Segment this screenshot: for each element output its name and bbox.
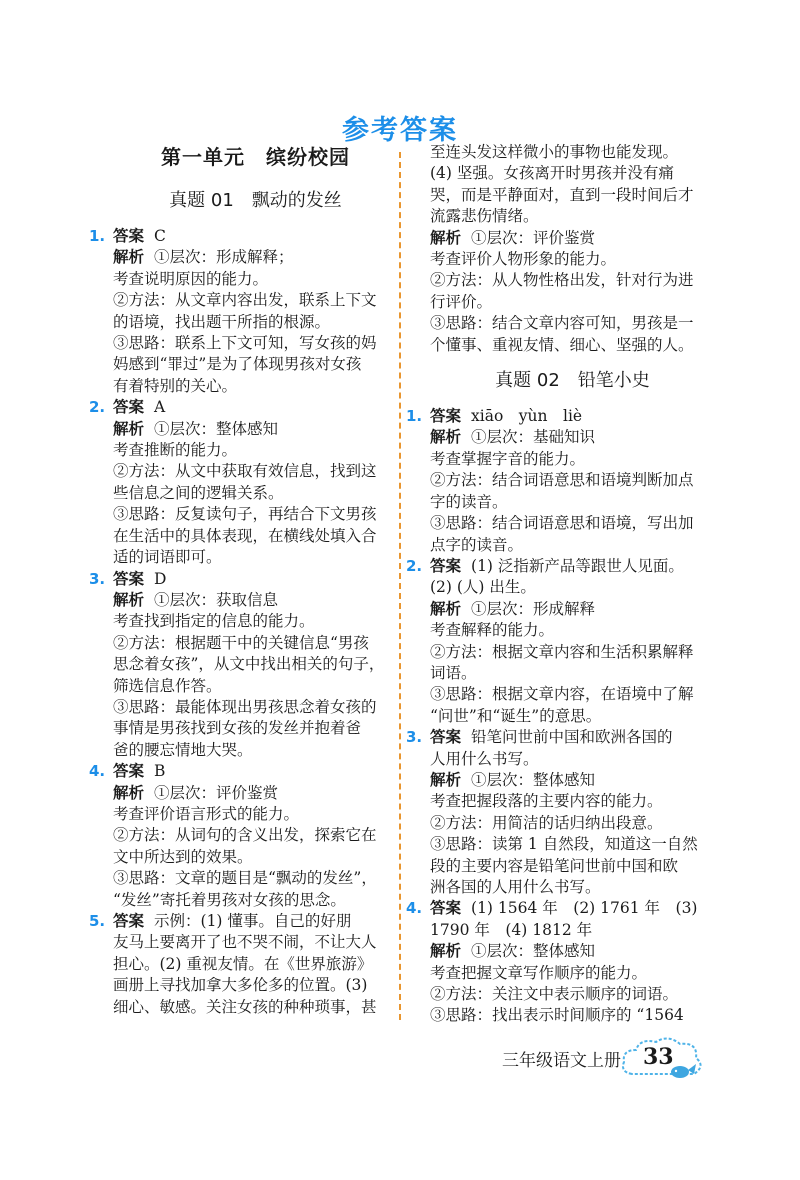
analysis-line: 考查把握段落的主要内容的能力。 [430,792,663,811]
answer-label: 答案 [430,556,462,575]
analysis-text: ①层次：评价鉴赏 [471,228,596,247]
analysis-line: 事情是男孩找到女孩的发丝并抱着爸 [113,719,362,738]
answer-text: B [154,762,166,781]
analysis-label: 解析 [113,783,145,802]
answer-text: 示例：(1) 懂事。自己的好朋 [154,912,352,930]
answer-label: 答案 [430,407,462,426]
analysis-line: 适的词语即可。 [113,548,222,567]
analysis-line: ③思路：找出表示时间顺序的 “1564 [430,1006,684,1025]
analysis-line: 考查掌握字音的能力。 [430,449,586,468]
analysis-line: 爸的腰忘情地大哭。 [113,740,253,759]
analysis-line: ③思路：结合词语意思和语境，写出加 [430,514,694,533]
analysis-line [430,228,715,249]
question-number: 1. [406,407,423,426]
right-column [406,142,715,1027]
analysis-line: 的语境，找出题干所指的根源。 [113,312,331,331]
analysis-line: ③思路：文章的题目是“飘动的发丝”， [113,869,377,888]
analysis-line: ②方法：根据文章内容和生活积累解释 [430,642,694,661]
answer-text: (1) 1564 年 (2) 1761 年 (3) [471,899,698,918]
answer-text: D [154,569,167,588]
analysis-line: 考查找到指定的信息的能力。 [113,612,315,631]
answer-item [406,727,715,898]
analysis-line [113,783,398,804]
answer-line [430,406,715,427]
answer-text: C [154,227,166,245]
analysis-label: 解析 [430,599,462,618]
answer-line [113,226,398,247]
page-title: 参考答案 [342,115,458,146]
analysis-text: ①层次：整体感知 [471,770,596,789]
analysis-line: 词语。 [430,663,477,682]
answer-label: 答案 [430,899,462,918]
analysis-line: ②方法：从人物性格出发，针对行为进 [430,271,694,290]
question-number: 2. [89,398,106,417]
analysis-line: 细心、敏感。关注女孩的种种琐事，甚 [113,997,377,1016]
answer-text: (1) 泛指新产品等跟世人见面。 [471,556,684,575]
analysis-line: 友马上要离开了也不哭不闹，不让大人 [113,933,377,952]
analysis-line: 在生活中的具体表现，在横线处填入合 [113,526,377,545]
continued-answer [430,142,715,356]
answer-label: 答案 [113,227,145,245]
section-heading-01: 真题 01 飘动的发丝 [169,190,342,211]
answer-line-cont: 至连头发这样微小的事物也能发现。 [430,143,679,161]
analysis-label: 解析 [430,770,462,789]
answer-line-cont: 流露悲伤情绪。 [430,207,539,226]
page-number: 33 [643,1044,674,1070]
analysis-label: 解析 [430,942,462,961]
analysis-text: ①层次：形成解释 [471,599,596,618]
analysis-text: ①层次：整体感知 [471,942,596,961]
answer-line [430,898,715,919]
analysis-line: ②方法：关注文中表示顺序的词语。 [430,985,679,1004]
analysis-line: ③思路：最能体现出男孩思念着女孩的 [113,697,377,716]
answer-label: 答案 [113,398,145,417]
answer-item [406,406,715,556]
analysis-line [430,770,715,791]
analysis-line: ③思路：联系上下文可知，写女孩的妈 [113,334,377,353]
analysis-text: ①层次：形成解释； [154,248,294,267]
answer-line-cont: (4) 坚强。女孩离开时男孩并没有痛 [430,164,674,183]
answer-line [430,727,715,748]
answer-line [113,761,398,782]
answer-item [89,911,398,1018]
analysis-line: 洲各国的人用什么书写。 [430,878,601,896]
analysis-line: ③思路：结合文章内容可知，男孩是一 [430,314,694,333]
answer-line [430,556,715,577]
analysis-line: 考查评价人物形象的能力。 [430,250,617,269]
left-column [89,142,398,1018]
analysis-text: ①层次：整体感知 [154,419,279,438]
analysis-line: 思念着女孩”，从文中找出相关的句子， [113,655,385,674]
analysis-line: 担心。(2) 重视友情。在《世界旅游》 [113,954,373,973]
unit-heading: 第一单元 缤纷校园 [161,145,350,169]
analysis-line [113,419,398,440]
answer-item [89,761,398,911]
analysis-line: “发丝”寄托着男孩对女孩的思念。 [113,890,346,909]
analysis-line [430,427,715,448]
answer-line-cont: 哭，而是平静面对，直到一段时间后才 [430,185,694,204]
question-number: 1. [89,227,106,245]
column-divider [399,152,401,1020]
analysis-line: ②方法：根据题干中的关键信息“男孩 [113,633,369,652]
analysis-line: 考查把握文章写作顺序的能力。 [430,963,648,982]
analysis-line: 筛选信息作答。 [113,676,222,695]
answer-item [406,898,715,1026]
analysis-label: 解析 [430,428,462,447]
question-number: 3. [89,569,106,588]
question-number: 4. [89,762,106,781]
answer-line-cont: 1790 年 (4) 1812 年 [430,920,593,939]
book-title: 三年级语文上册 [502,1051,621,1071]
analysis-label: 解析 [113,419,145,438]
answer-label: 答案 [113,569,145,588]
question-number: 5. [89,912,106,930]
analysis-line: ②方法：用简洁的话归纳出段意。 [430,813,663,832]
answer-item [89,226,398,397]
analysis-line: 行评价。 [430,292,493,311]
answer-item [406,556,715,727]
analysis-line: ②方法：结合词语意思和语境判断加点 [430,471,694,490]
analysis-line [430,941,715,962]
analysis-line: “问世”和“诞生”的意思。 [430,706,602,725]
answer-text: xiāo yùn liè [471,407,583,426]
analysis-label: 解析 [430,228,462,247]
analysis-text: ①层次：获取信息 [154,590,279,609]
answer-item [89,569,398,762]
right-answer-list [406,406,715,1027]
section-heading-02: 真题 02 铅笔小史 [495,370,650,392]
answer-label: 答案 [430,728,462,747]
answer-line [113,911,398,932]
answer-line [113,397,398,418]
analysis-line: 妈感到“罪过”是为了体现男孩对女孩 [113,355,362,374]
analysis-text: ①层次：评价鉴赏 [154,783,279,802]
analysis-label: 解析 [113,248,145,267]
answer-line [113,569,398,590]
analysis-line: 点字的读音。 [430,535,524,554]
analysis-line [113,590,398,611]
analysis-line: 有着特别的关心。 [113,376,238,395]
left-answer-list [89,226,398,1018]
analysis-line: 考查评价语言形式的能力。 [113,804,300,823]
analysis-line: 考查说明原因的能力。 [113,269,269,288]
analysis-line: 些信息之间的逻辑关系。 [113,483,284,502]
analysis-label: 解析 [113,590,145,609]
analysis-line [113,247,398,268]
analysis-line: 考查解释的能力。 [430,621,555,640]
analysis-line: 考查推断的能力。 [113,441,238,460]
analysis-line: ③思路：反复读句子，再结合下文男孩 [113,505,377,524]
answer-label: 答案 [113,912,145,930]
analysis-line: 字的读音。 [430,492,508,511]
analysis-line: 画册上寻找加拿大多伦多的位置。(3) [113,976,368,995]
answer-text: 铅笔问世前中国和欧洲各国的 [471,728,673,747]
question-number: 4. [406,899,423,918]
answer-item [89,397,398,568]
analysis-line: ②方法：从词句的含义出发，探索它在 [113,826,377,845]
analysis-line: 文中所达到的效果。 [113,847,253,866]
question-number: 2. [406,556,423,575]
analysis-line: 段的主要内容是铅笔问世前中国和欧 [430,856,679,875]
analysis-line: ②方法：从文章内容出发，联系上下文 [113,291,377,310]
analysis-text: ①层次：基础知识 [471,428,596,447]
analysis-line: ②方法：从文中获取有效信息，找到这 [113,462,377,481]
analysis-line: ③思路：根据文章内容，在语境中了解 [430,685,694,704]
answer-line-cont: (2) (人) 出生。 [430,578,536,597]
analysis-line: 个懂事、重视友情、细心、坚强的人。 [430,335,694,354]
analysis-line: ③思路：读第 1 自然段，知道这一自然 [430,835,698,854]
answer-label: 答案 [113,762,145,781]
answer-text: A [154,398,166,417]
question-number: 3. [406,728,423,747]
answer-line-cont: 人用什么书写。 [430,749,539,768]
analysis-line [430,599,715,620]
